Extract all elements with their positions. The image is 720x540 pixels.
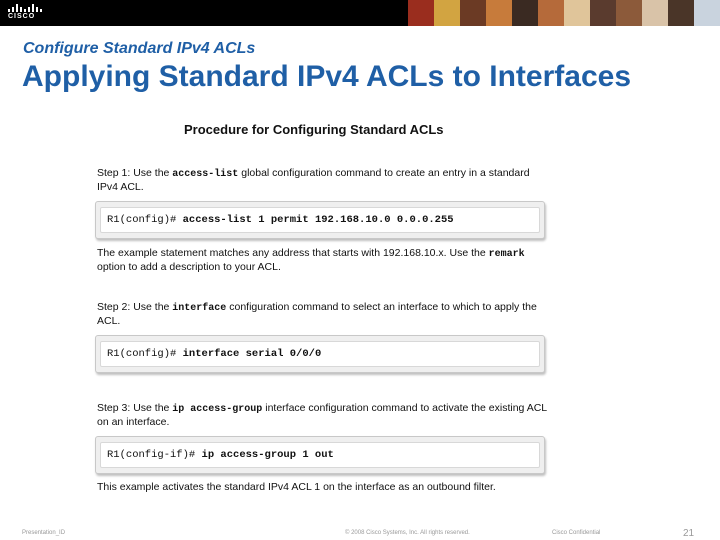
note-1-text-b: option to add a description to your ACL.: [97, 261, 281, 273]
header-photo-tile: [512, 0, 538, 26]
step-2-command: interface: [172, 303, 227, 314]
header-photo-strip: [408, 0, 720, 26]
header-photo-tile: [538, 0, 564, 26]
footer-confidential: Cisco Confidential: [552, 530, 601, 536]
command-line-1: [100, 207, 540, 233]
slide-title: Applying Standard IPv4 ACLs to Interfaces: [22, 60, 632, 93]
footer-copyright: © 2008 Cisco Systems, Inc. All rights reserved.: [345, 530, 470, 536]
command-line-2: [100, 341, 540, 367]
step-3-text-a: Step 3: Use the: [97, 402, 173, 414]
step-1-text-b: global configuration command to create an entry in a standard IPv4 ACL.: [97, 167, 530, 193]
header-photo-tile: [408, 0, 434, 26]
note-1-command: remark: [488, 249, 525, 260]
header-bar: [0, 0, 720, 26]
header-photo-tile: [564, 0, 590, 26]
header-photo-tile: [460, 0, 486, 26]
cli-command: access-list 1 permit 192.168.10.0 0.0.0.255: [182, 214, 454, 226]
note-3-text: This example activates the standard IPv4 ACL 1 on the interface as an outbound filter.: [97, 481, 496, 493]
step-1-text-a: Step 1: Use the: [97, 167, 173, 179]
slide-subtitle: Configure Standard IPv4 ACLs: [23, 40, 256, 57]
command-box-2: [95, 335, 545, 373]
header-photo-tile: [434, 0, 460, 26]
cli-prompt: R1(config-if)#: [107, 449, 202, 461]
header-photo-tile: [486, 0, 512, 26]
logo-bars-icon: [8, 4, 42, 12]
header-photo-tile: [590, 0, 616, 26]
procedure-title: Procedure for Configuring Standard ACLs: [184, 122, 444, 137]
command-box-3: [95, 436, 545, 474]
header-photo-tile: [616, 0, 642, 26]
page-number: 21: [683, 528, 695, 539]
cli-command: ip access-group 1 out: [201, 449, 334, 461]
header-photo-tile: [694, 0, 720, 26]
step-3-text: [97, 402, 547, 429]
note-1-text: [97, 247, 547, 274]
header-photo-tile: [642, 0, 668, 26]
cisco-logo: [8, 4, 42, 22]
step-2-text-b: configuration command to select an interface to which to apply the ACL.: [97, 301, 537, 327]
step-2-text: [97, 301, 547, 328]
step-3-text-b: interface configuration command to activate the existing ACL on an interface.: [97, 402, 547, 428]
command-box-1: [95, 201, 545, 239]
command-line-3: [100, 442, 540, 468]
step-1-command: access-list: [172, 169, 239, 180]
step-2-text-a: Step 2: Use the: [97, 301, 173, 313]
cli-command: interface serial 0/0/0: [182, 348, 322, 360]
note-1-text-a: The example statement matches any address that starts with 192.168.10.x. Use the: [97, 247, 489, 259]
step-3-command: ip access-group: [172, 404, 263, 415]
header-photo-tile: [668, 0, 694, 26]
step-1-text: [97, 167, 547, 194]
cli-prompt: R1(config)#: [107, 348, 183, 360]
footer-presentation-id: Presentation_ID: [22, 530, 66, 536]
cli-prompt: R1(config)#: [107, 214, 183, 226]
logo-text: CISCO: [8, 13, 36, 20]
